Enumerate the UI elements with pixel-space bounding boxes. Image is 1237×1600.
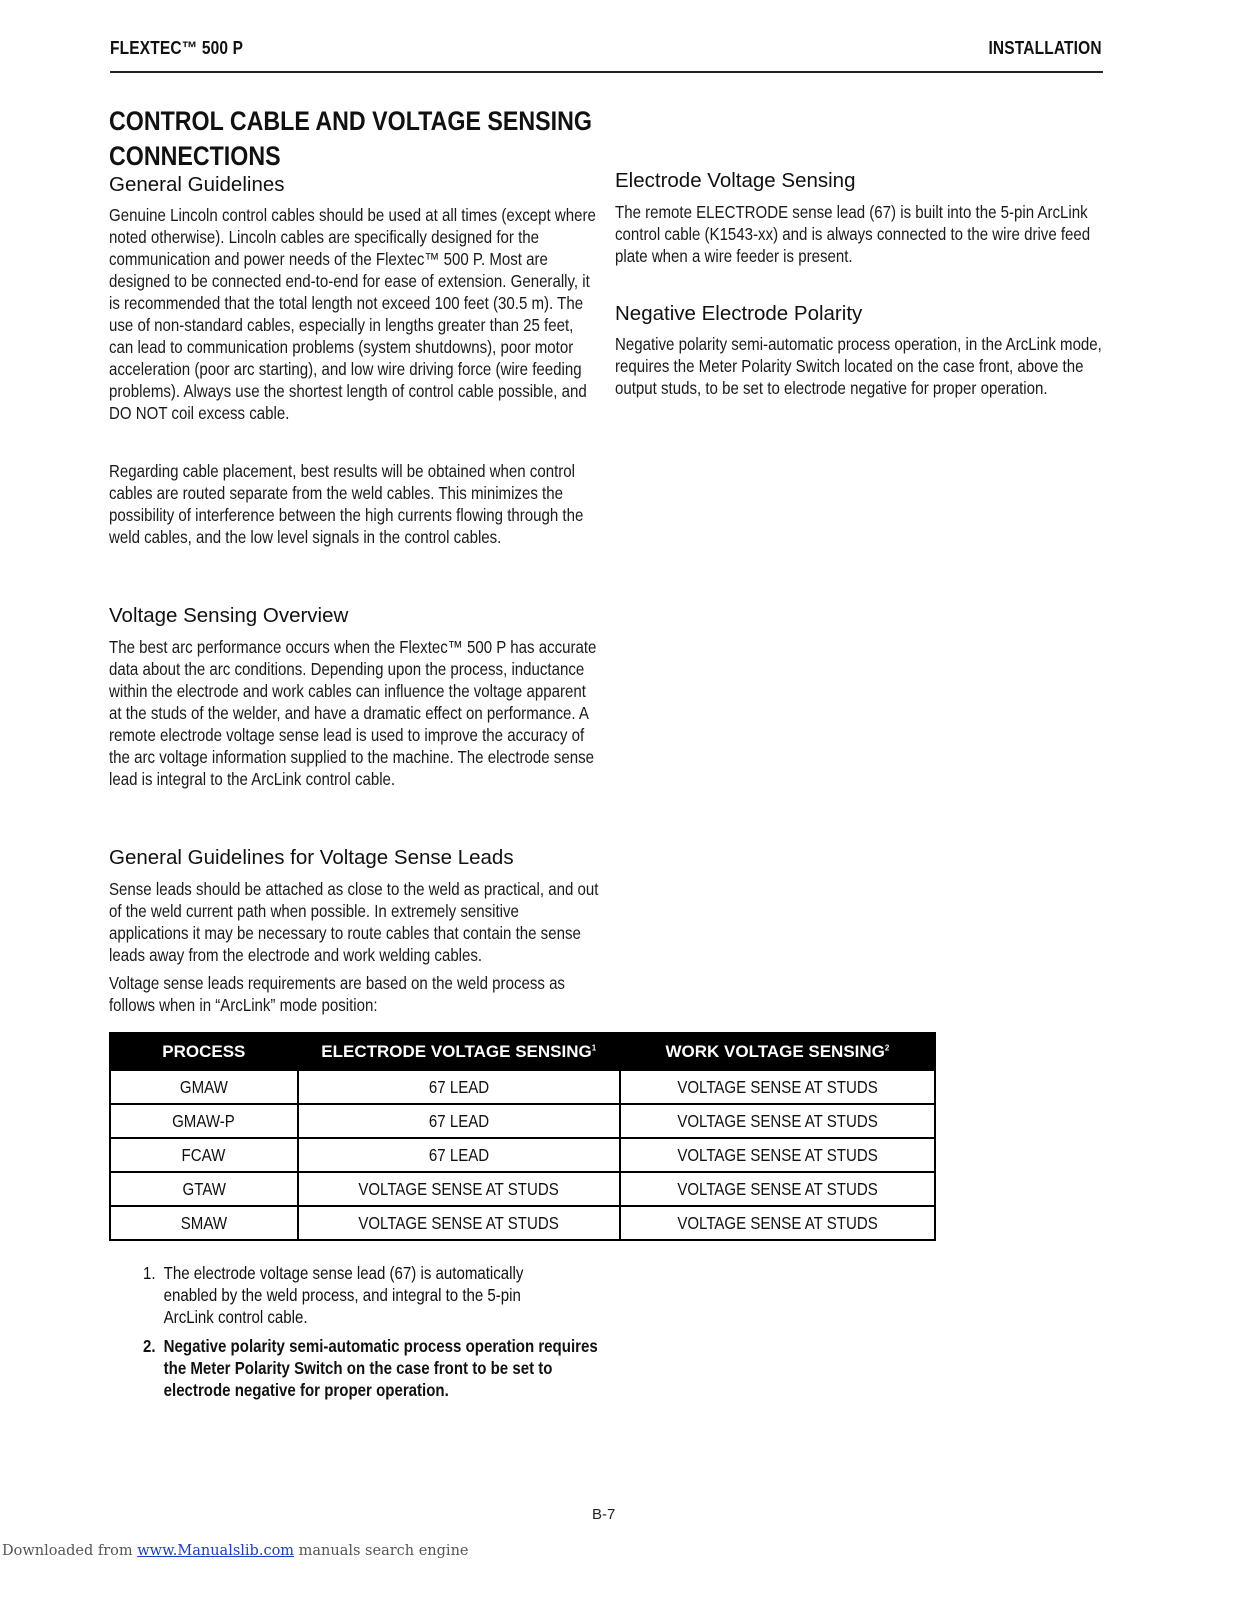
negative-polarity-para: Negative polarity semi-automatic process operation, in the ArcLink mode, requires the Meter Polarity Switch located on the case front, above the output studs, to be set to electrode negative for proper operation. — [615, 334, 1102, 398]
general-guidelines-para2: Regarding cable placement, best results will be obtained when control cables are routed separate from the weld cables. This minimizes the possibility of interference between the high currents flowing through the weld cables, and the low level signals in the control cables. — [109, 461, 584, 547]
table-cell: VOLTAGE SENSE AT STUDS — [620, 1172, 935, 1206]
table-row — [110, 1138, 935, 1172]
table-cell: SMAW — [110, 1206, 298, 1240]
table-cell: VOLTAGE SENSE AT STUDS — [298, 1172, 620, 1206]
general-guidelines-heading: General Guidelines — [109, 173, 285, 196]
download-footer — [2, 1543, 469, 1559]
manualslib-link[interactable]: www.Manualslib.com — [137, 1543, 295, 1559]
table-header-row — [110, 1033, 935, 1070]
voltage-overview-para: The best arc performance occurs when the Flextec™ 500 P has accurate data about the arc conditions. Depending upon the process, inductance within the electrode and work cables can influence the voltage apparent at the studs of the welder, and have a dramatic effect on performance. A remote electrode voltage sense lead is used to improve the accuracy of the arc voltage information supplied to the machine. The electrode sense lead is integral to the ArcLink control cable. — [109, 637, 597, 789]
header-product-name: FLEXTEC™ 500 P — [110, 38, 244, 58]
table-cell: 67 LEAD — [298, 1070, 620, 1104]
sense-leads-heading: General Guidelines for Voltage Sense Leads — [109, 846, 514, 869]
table-header-process: PROCESS — [110, 1033, 298, 1070]
footnote-2 — [143, 1335, 625, 1405]
voltage-overview-heading: Voltage Sensing Overview — [109, 604, 349, 627]
table-cell: VOLTAGE SENSE AT STUDS — [620, 1206, 935, 1240]
general-guidelines-para1: Genuine Lincoln control cables should be used at all times (except where noted otherwise). Lincoln cables are specifically designed for the communication and power needs of the Flextec™ 500 P. Most are designed to be connected end-to-end for ease of extension. Generally, it is recommended that the total length not exceed 100 feet (30.5 m). The use of non-standard cables, especially in lengths greater than 25 feet, can lead to communication problems (system shutdowns), poor motor acceleration (poor arc starting), and low wire driving force (wire feeding problems). Always use the shortest length of control cable possible, and DO NOT coil excess cable. — [109, 205, 596, 423]
footnote-1-number: 1. — [143, 1263, 156, 1283]
table-row — [110, 1104, 935, 1138]
table-cell: GMAW-P — [110, 1104, 298, 1138]
negative-polarity-heading: Negative Electrode Polarity — [615, 302, 863, 325]
footnote-2-number: 2. — [143, 1336, 156, 1356]
header-section-name: INSTALLATION — [988, 38, 1102, 58]
voltage-sensing-table — [109, 1032, 936, 1241]
table-cell: 67 LEAD — [298, 1104, 620, 1138]
page-title-line1: CONTROL CABLE AND VOLTAGE SENSING — [109, 106, 592, 136]
download-prefix: Downloaded from — [2, 1543, 138, 1559]
table-header-electrode: ELECTRODE VOLTAGE SENSING$^1$ — [298, 1033, 620, 1070]
table-cell: VOLTAGE SENSE AT STUDS — [298, 1206, 620, 1240]
page-title — [109, 104, 625, 174]
footnote-2-text: Negative polarity semi-automatic process operation requires the Meter Polarity Switch on the case front to be set to electrode negative for proper operation. — [163, 1336, 598, 1400]
table-cell: GMAW — [110, 1070, 298, 1104]
table-cell: 67 LEAD — [298, 1138, 620, 1172]
electrode-sensing-para: The remote ELECTRODE sense lead (67) is built into the 5-pin ArcLink control cable (K1543-xx) and is always connected to the wire drive feed plate when a wire feeder is present. — [615, 202, 1091, 266]
footnote-1 — [143, 1262, 625, 1332]
footnote-1-text: The electrode voltage sense lead (67) is automatically enabled by the weld process, and integral to the 5-pin ArcLink control cable. — [163, 1263, 524, 1327]
download-suffix: manuals search engine — [294, 1543, 469, 1559]
table-cell: VOLTAGE SENSE AT STUDS — [620, 1138, 935, 1172]
table-row — [110, 1070, 935, 1104]
table-cell: FCAW — [110, 1138, 298, 1172]
table-row — [110, 1172, 935, 1206]
sense-leads-para2: Voltage sense leads requirements are based on the weld process as follows when in “ArcLink” mode position: — [109, 973, 565, 1015]
table-cell: GTAW — [110, 1172, 298, 1206]
table-cell: VOLTAGE SENSE AT STUDS — [620, 1104, 935, 1138]
sense-leads-para1: Sense leads should be attached as close to the weld as practical, and out of the weld current path when possible. In extremely sensitive applications it may be necessary to route cables that contain the sense leads away from the electrode and work welding cables. — [109, 879, 599, 965]
table-cell: VOLTAGE SENSE AT STUDS — [620, 1070, 935, 1104]
table-row — [110, 1206, 935, 1240]
table-header-work: WORK VOLTAGE SENSING$^2$ — [620, 1033, 935, 1070]
page-title-line2: CONNECTIONS — [109, 141, 281, 171]
header-rule — [110, 71, 1103, 73]
page-number: B-7 — [592, 1506, 616, 1523]
electrode-sensing-heading: Electrode Voltage Sensing — [615, 169, 856, 192]
